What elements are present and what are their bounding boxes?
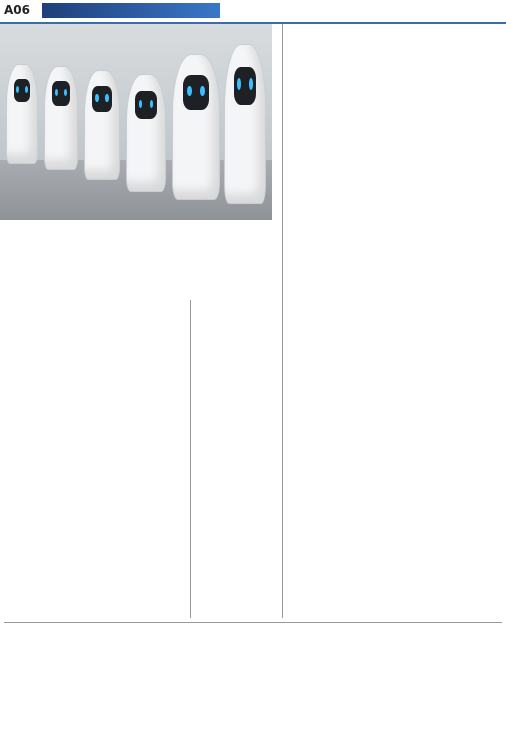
column-rule bbox=[190, 300, 191, 618]
robot-figure bbox=[6, 64, 38, 164]
page-header bbox=[0, 0, 506, 24]
robot-figure bbox=[172, 54, 220, 200]
robot-figure bbox=[224, 44, 266, 204]
main-paragraph bbox=[398, 480, 502, 618]
bottom-paragraph bbox=[8, 672, 126, 746]
main-paragraph bbox=[196, 306, 280, 380]
main-paragraph bbox=[196, 396, 280, 618]
sidebar-paragraph bbox=[294, 318, 494, 394]
section-banner bbox=[42, 3, 220, 18]
sidebar-paragraph bbox=[294, 410, 494, 470]
sidebar-article bbox=[286, 24, 502, 474]
sidebar-paragraph bbox=[294, 76, 494, 154]
lead-photo bbox=[0, 24, 272, 220]
bottom-paragraph bbox=[132, 672, 250, 746]
sidebar-paragraph bbox=[294, 170, 494, 250]
robot-figure bbox=[126, 74, 166, 192]
bottom-paragraph bbox=[380, 672, 500, 746]
main-paragraph bbox=[290, 492, 394, 618]
bottom-paragraph bbox=[256, 672, 374, 746]
page-number: A06 bbox=[4, 3, 30, 17]
robot-figure bbox=[44, 66, 78, 170]
sidebar-paragraph bbox=[294, 250, 494, 302]
column-rule bbox=[282, 24, 283, 618]
robot-figure bbox=[84, 70, 120, 180]
main-paragraph bbox=[8, 348, 184, 618]
section-rule bbox=[4, 622, 502, 623]
